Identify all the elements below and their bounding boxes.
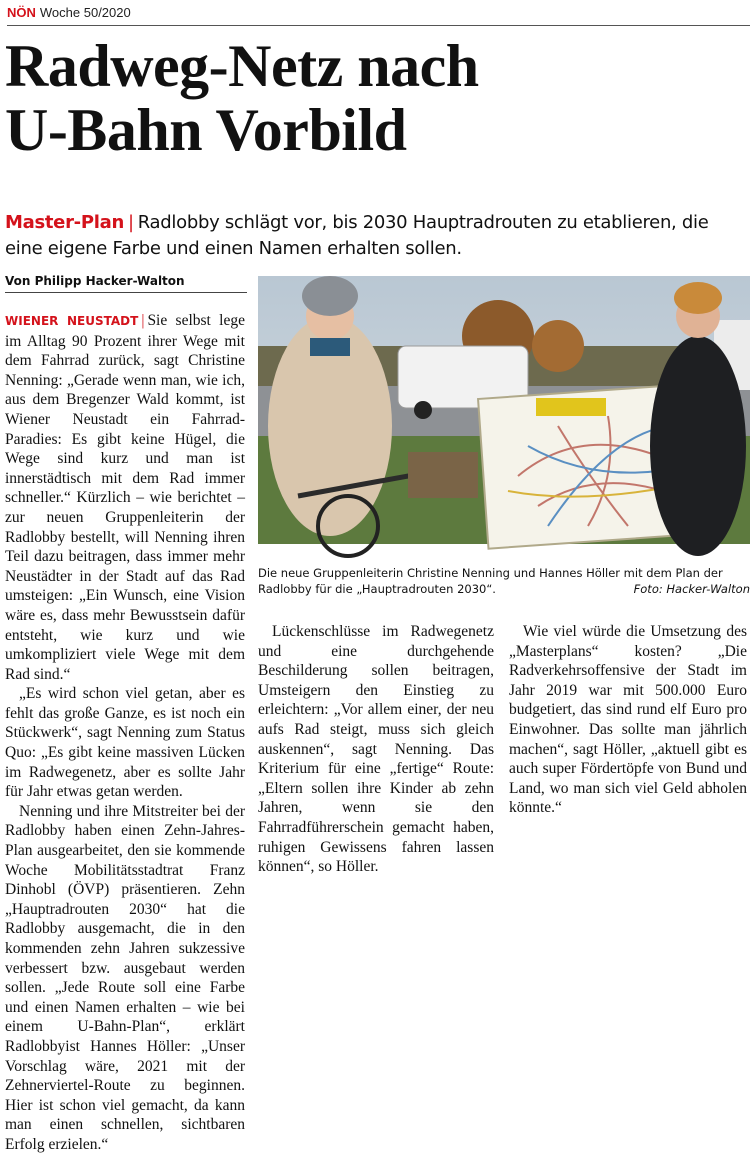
woman-knit-hat — [302, 276, 358, 316]
headline — [5, 34, 745, 162]
paragraph-1-text: Sie selbst lege im Alltag 90 Prozent ihrer Wege mit dem Fahrrad zurück, sagt Christine Nenning: „Gerade wenn man, wie ich, aus dem Bregenzer Wald kommt, ist Wiener Neustadt ein Fahrrad-Paradies: Es gibt keine Hügel, die Wege sind kurz und man ist innerstädtisch mit dem Rad immer schneller.“ Kürzlich – wie berichtet – zur neuen Gruppenleiterin der Radlobby bestellt, will Nenning ihren Teil dazu beitragen, dass immer mehr Neustädter in der Stadt auf das Rad umsteigen: „Ein Wunsch, eine Vision wäre es, dass mehr Bewusstsein dafür entsteht, wie kurz und wie umkompliziert viele Wege mit dem Rad sind.“ — [5, 312, 246, 683]
kicker: Master-Plan — [5, 212, 124, 233]
paragraph-5: Wie viel würde die Umsetzung des „Masterplans“ kosten? „Die Radverkehrsoffensive der Stadt im Jahr 2019 war mit 500.000 Euro budgetiert, das sind rund elf Euro pro Einwohner. Das sollte man jährlich machen“, sagt Höller, „aktuell gibt es auch super Fördertöpfe von Bund und Land, wo man sich viel Geld abholen könnte.“ — [509, 623, 747, 817]
bicycle-basket — [408, 452, 478, 498]
kicker-separator: | — [127, 212, 134, 233]
masthead-bar — [7, 4, 750, 26]
photo-credit: Foto: Hacker-Walton — [633, 582, 750, 596]
text-column-2 — [258, 622, 494, 877]
woman-scarf — [310, 338, 350, 356]
paragraph-2: „Es wird schon viel getan, aber es fehlt das große Ganze, es ist noch ein Stückwerk“, sagt Nenning zum Status Quo: „Es gibt keine massiven Lücken im Radwegenetz, aber es sollte Jahr für Jahr etwas getan werden. — [5, 685, 245, 801]
headline-line-2: U-Bahn Vorbild — [5, 97, 407, 163]
dateline-separator: | — [141, 312, 145, 329]
headline-line-1: Radweg-Netz nach — [5, 33, 479, 99]
poster-logo — [536, 398, 606, 416]
paragraph-3: Nenning und ihre Mitstreiter bei der Radlobby haben einen Zehn-Jahres-Plan ausgearbeitet, den sie kommende Woche Mobilitätsstadtrat Franz Dinhobl (ÖVP) präsentieren. Zehn „Hauptradrouten 2030“ hat die Radlobby ausgemacht, die in den kommenden zehn Jahren sukzessive verbessert bzw. ausgebaut werden sollen. „Jede Route soll eine Farbe und einen Namen erhalten – wie bei einem U-Bahn-Plan“, erklärt Radlobbyist Hannes Höller: „Unser Vorschlag wäre, 2021 mit der Zehnerviertel-Route zu beginnen. Hier ist schon viel gemacht, da kann man einen schnellen, sichtbaren Erfolg erzielen.“ — [5, 802, 245, 1153]
autumn-tree-2 — [532, 320, 584, 372]
paragraph-4: Lückenschlüsse im Radwegenetz und eine durchgehende Beschilderung sollen beitragen, Umsteigern den Einstieg zu erleichtern: „Vor allem einer, der neu aufs Rad steigt, muss sich gleich auskennen“, sagt Nenning. Das Kriterium für eine „fertige“ Route: „Eltern sollen ihre Kinder ab zehn Jahren, wenn sie den Fahrradführerschein gemacht haben, ruhigen Gewissens fahren lassen können“, so Höller. — [258, 623, 494, 876]
man-beanie — [674, 282, 722, 314]
text-column-3 — [509, 622, 747, 818]
dateline: WIENER NEUSTADT — [5, 314, 139, 328]
van-wheel-front — [414, 401, 432, 419]
article-photo — [258, 276, 750, 544]
publication-logo: NÖN — [7, 5, 36, 20]
photo-caption — [258, 565, 750, 597]
subheadline-text: Radlobby schlägt vor, bis 2030 Hauptradrouten zu etablieren, die eine eigene Farbe und einen Namen erhalten sollen. — [5, 212, 709, 259]
caption-text: Die neue Gruppenleiterin Christine Nenning und Hannes Höller mit dem Plan der Radlobby für die „Hauptradrouten 2030“. — [258, 566, 723, 596]
photo-illustration — [258, 276, 750, 544]
issue-label: Woche 50/2020 — [39, 5, 131, 20]
paragraph-1 — [5, 311, 245, 684]
subheadline — [5, 210, 745, 262]
byline: Von Philipp Hacker-Walton — [5, 273, 247, 293]
man-jacket — [650, 336, 746, 556]
text-column-1 — [5, 311, 245, 1155]
